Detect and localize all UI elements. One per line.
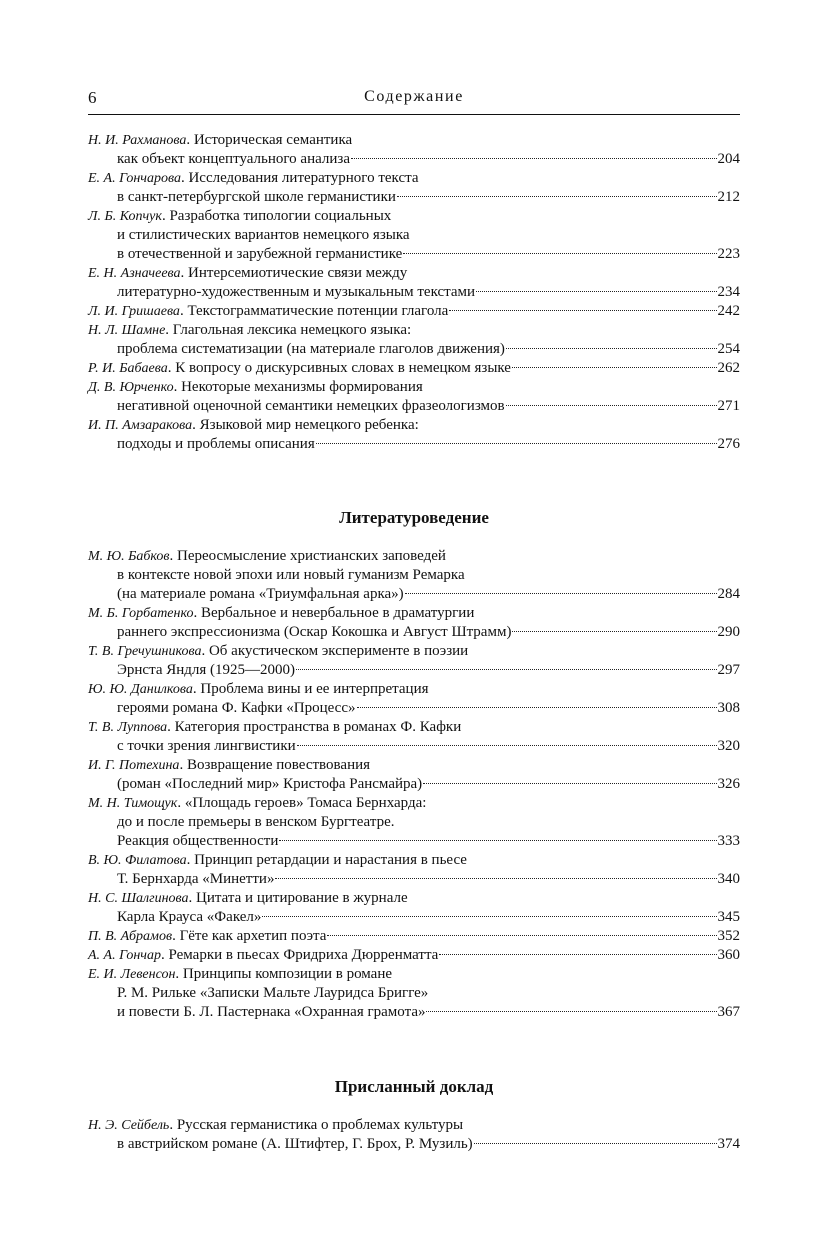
toc-entry-line: Е. И. Левенсон . Принципы композиции в романе <box>88 966 393 982</box>
toc-entry-line: Н. Л. Шамне . Глагольная лексика немецкого языка: <box>88 322 412 338</box>
toc-entry-line: М. Ю. Бабков . Переосмысление христианских заповедей <box>88 548 446 564</box>
toc-entry-line: Л. Б. Копчук . Разработка типологии социальных <box>88 208 392 224</box>
toc-author: Л. И. Гришаева <box>88 304 180 319</box>
toc-entry-line: Н. С. Шалгинова . Цитата и цитирование в журнале <box>88 890 408 906</box>
toc-author: Е. И. Левенсон <box>88 967 176 982</box>
toc-author: Н. Э. Сейбель <box>88 1118 170 1133</box>
toc-entry <box>88 264 740 302</box>
toc-entry <box>88 416 740 454</box>
toc-title-text: «Площадь героев» Томаса Бернхарда: <box>184 795 427 811</box>
toc-title-text: Реакция общественности <box>117 833 279 849</box>
toc-title-text: Историческая семантика <box>193 132 353 148</box>
toc-title-text: Текстограмматические потенции глагола <box>187 303 449 319</box>
toc-title-text: проблема систематизации (на материале глаголов движения) <box>117 341 505 357</box>
toc-entry <box>88 1116 740 1154</box>
toc-page-number: 352 <box>717 928 740 944</box>
toc-entry-line <box>88 1003 740 1022</box>
toc-page-number: 360 <box>717 947 740 963</box>
toc-page-number: 262 <box>717 360 740 376</box>
toc-author: Т. В. Гречушникова <box>88 644 202 659</box>
toc-entry-line <box>88 984 740 1003</box>
toc-entry-line: Р. И. Бабаева . К вопросу о дискурсивных словах в немецком языке 262 <box>88 360 740 376</box>
toc-title-text: Некоторые механизмы формирования <box>181 379 423 395</box>
toc-title-text: Эрнста Яндля (1925—2000) <box>117 662 296 678</box>
toc-title-text: Вербальное и невербальное в драматургии <box>201 605 475 621</box>
dot-leader <box>397 196 717 197</box>
toc-entry-line <box>88 908 740 927</box>
toc-title-text: в австрийском романе (А. Штифтер, Г. Брох, Р. Музиль) <box>117 1136 473 1152</box>
toc-entry <box>88 547 740 604</box>
toc-title-text: Карла Крауса «Факел» <box>117 909 262 925</box>
toc-entry-line <box>88 585 740 604</box>
dot-leader <box>403 253 716 254</box>
dot-leader <box>327 935 716 936</box>
section-heading-submitted-report: Присланный доклад <box>334 1077 494 1096</box>
toc-entry <box>88 680 740 718</box>
toc-entry-line <box>88 1135 740 1154</box>
toc-page-number: 308 <box>717 700 740 716</box>
toc-entry-line <box>88 283 740 302</box>
toc-entry-line: П. В. Абрамов . Гёте как архетип поэта 352 <box>88 928 740 944</box>
toc-author: Р. И. Бабаева <box>88 361 168 376</box>
dot-leader <box>275 878 716 879</box>
toc-title-text: с точки зрения лингвистики <box>117 738 296 754</box>
toc-entry-line <box>88 226 740 245</box>
toc-title-text: Цитата и цитирование в журнале <box>196 890 408 906</box>
toc-title-text: в отечественной и зарубежной германистике <box>117 246 403 262</box>
toc-author: Ю. Ю. Данилкова <box>88 682 193 697</box>
toc-title-text: Возвращение повествования <box>186 757 371 773</box>
toc-entry <box>88 359 740 378</box>
toc-page-number: 234 <box>717 284 740 300</box>
toc-page-number: 297 <box>717 662 740 678</box>
toc-entry-line <box>88 775 740 794</box>
dot-leader <box>316 443 717 444</box>
section-heading-literary-studies: Литературоведение <box>339 508 489 527</box>
toc-title-text: (роман «Последний мир» Кристофа Рансмайра) <box>117 776 423 792</box>
toc-title-text: раннего экспрессионизма (Оскар Кокошка и Август Штрамм) <box>117 624 512 640</box>
toc-section-literary-studies <box>88 547 740 1022</box>
toc-author: А. А. Гончар <box>88 948 161 963</box>
toc-author: Е. А. Гончарова <box>88 171 181 186</box>
toc-page-number: 276 <box>717 436 740 452</box>
toc-entry-line <box>88 245 740 264</box>
dot-leader <box>512 631 716 632</box>
dot-leader <box>296 669 716 670</box>
dot-leader <box>439 954 716 955</box>
dot-leader <box>476 291 716 292</box>
toc-entry <box>88 131 740 169</box>
toc-entry <box>88 794 740 851</box>
toc-title-text: Ремарки в пьесах Фридриха Дюрренматта <box>168 947 439 963</box>
toc-title-text: Глагольная лексика немецкого языка: <box>172 322 412 338</box>
toc-title-text: Интерсемиотические связи между <box>188 265 408 281</box>
toc-page-number: 367 <box>717 1004 740 1020</box>
toc-title-text: литературно-художественным и музыкальным текстами <box>117 284 476 300</box>
toc-entry <box>88 756 740 794</box>
toc-entry <box>88 207 740 264</box>
toc-entry-line <box>88 813 740 832</box>
toc-entry-line <box>88 737 740 756</box>
toc-author: Н. Л. Шамне <box>88 323 166 338</box>
toc-title-text: Переосмысление христианских заповедей <box>177 548 446 564</box>
running-title: Содержание <box>364 88 464 105</box>
toc-author: Е. Н. Азначеева <box>88 266 181 281</box>
toc-title-text: негативной оценочной семантики немецких фразеологизмов <box>117 398 505 414</box>
toc-entry-line <box>88 661 740 680</box>
toc-entry-line: Н. И. Рахманова . Историческая семантика <box>88 132 353 148</box>
toc-entry <box>88 927 740 946</box>
toc-author: В. Ю. Филатова <box>88 853 187 868</box>
toc-page-number: 374 <box>717 1136 740 1152</box>
toc-entry-line: Н. Э. Сейбель . Русская германистика о проблемах культуры <box>88 1117 464 1133</box>
toc-entry-line <box>88 150 740 169</box>
toc-author: И. Г. Потехина <box>88 758 180 773</box>
toc-entry-line: Ю. Ю. Данилкова . Проблема вины и ее интерпретация <box>88 681 429 697</box>
toc-title-text: Категория пространства в романах Ф. Кафки <box>174 719 462 735</box>
toc-page-number: 320 <box>717 738 740 754</box>
toc-page-number: 326 <box>717 776 740 792</box>
toc-title-text: Разработка типологии социальных <box>169 208 392 224</box>
toc-entry <box>88 604 740 642</box>
toc-entry-line: И. П. Амзаракова . Языковой мир немецкого ребенка: <box>88 417 419 433</box>
toc-entry <box>88 718 740 756</box>
page-number: 6 <box>88 88 97 107</box>
toc-page-number: 223 <box>717 246 740 262</box>
dot-leader <box>506 405 717 406</box>
toc-entry-line: Т. В. Гречушникова . Об акустическом эксперименте в поэзии <box>88 643 469 659</box>
toc-entry-line <box>88 397 740 416</box>
toc-entry <box>88 889 740 927</box>
toc-entry-line: А. А. Гончар . Ремарки в пьесах Фридриха Дюрренматта 360 <box>88 947 740 963</box>
toc-author: М. Н. Тимощук <box>88 796 178 811</box>
dot-leader <box>423 783 716 784</box>
toc-page-number: 204 <box>717 151 740 167</box>
toc-entry <box>88 302 740 321</box>
dot-leader <box>405 593 717 594</box>
toc-title-text: в контексте новой эпохи или новый гуманизм Ремарка <box>117 567 465 583</box>
toc-author: М. Б. Горбатенко <box>88 606 194 621</box>
toc-entry-line: Е. А. Гончарова . Исследования литературного текста <box>88 170 419 186</box>
toc-title-text: К вопросу о дискурсивных словах в немецком языке <box>175 360 511 376</box>
toc-author: Т. В. Луппова <box>88 720 168 735</box>
toc-entry-line <box>88 340 740 359</box>
dot-leader <box>474 1143 717 1144</box>
toc-entry <box>88 642 740 680</box>
toc-page-number: 242 <box>717 303 740 319</box>
toc-title-text: и повести Б. Л. Пастернака «Охранная грамота» <box>117 1004 426 1020</box>
toc-entry-line: И. Г. Потехина . Возвращение повествования <box>88 757 371 773</box>
toc-entry <box>88 378 740 416</box>
toc-title-text: в санкт-петербургской школе германистики <box>117 189 396 205</box>
toc-page-number: 333 <box>717 833 740 849</box>
toc-section-submitted-report <box>88 1116 740 1154</box>
toc-title-text: Р. М. Рильке «Записки Мальте Лауридса Бригге» <box>117 985 429 1001</box>
toc-section-linguistics <box>88 131 740 454</box>
toc-entry <box>88 965 740 1022</box>
running-header <box>88 84 740 115</box>
dot-leader <box>506 348 717 349</box>
toc-author: Н. С. Шалгинова <box>88 891 189 906</box>
toc-title-text: героями романа Ф. Кафки «Процесс» <box>117 700 356 716</box>
toc-title-text: Об акустическом эксперименте в поэзии <box>208 643 469 659</box>
toc-entry <box>88 169 740 207</box>
toc-title-text: Гёте как архетип поэта <box>179 928 327 944</box>
toc-entry-line <box>88 832 740 851</box>
toc-entry <box>88 851 740 889</box>
dot-leader <box>297 745 717 746</box>
toc-entry <box>88 321 740 359</box>
toc-title-text: Проблема вины и ее интерпретация <box>200 681 429 697</box>
toc-entry-line: Л. И. Гришаева . Текстограмматические потенции глагола 242 <box>88 303 740 319</box>
dot-leader <box>512 367 717 368</box>
toc-title-text: и стилистических вариантов немецкого языка <box>117 227 410 243</box>
toc-entry-line: Е. Н. Азначеева . Интерсемиотические связи между <box>88 265 408 281</box>
toc-title-text: подходы и проблемы описания <box>117 436 315 452</box>
toc-page-number: 254 <box>717 341 740 357</box>
toc-entry-line <box>88 435 740 454</box>
toc-title-text: (на материале романа «Триумфальная арка») <box>117 586 404 602</box>
toc-entry-line: Д. В. Юрченко . Некоторые механизмы формирования <box>88 379 423 395</box>
toc-entry-line: Т. В. Луппова . Категория пространства в романах Ф. Кафки <box>88 719 462 735</box>
toc-entry <box>88 946 740 965</box>
dot-leader <box>426 1011 716 1012</box>
toc-title-text: Т. Бернхарда «Минетти» <box>117 871 275 887</box>
toc-page-number: 345 <box>717 909 740 925</box>
toc-entry-line <box>88 566 740 585</box>
toc-author: П. В. Абрамов <box>88 929 173 944</box>
toc-title-text: до и после премьеры в венском Бургтеатре. <box>117 814 395 830</box>
toc-page-number: 271 <box>717 398 740 414</box>
toc-entry-line <box>88 870 740 889</box>
toc-page-number: 340 <box>717 871 740 887</box>
toc-entry-line <box>88 623 740 642</box>
toc-entry-line <box>88 699 740 718</box>
toc-title-text: Принцип ретардации и нарастания в пьесе <box>194 852 467 868</box>
toc-page-number: 284 <box>717 586 740 602</box>
toc-title-text: Принципы композиции в романе <box>182 966 393 982</box>
toc-author: Н. И. Рахманова <box>88 133 187 148</box>
toc-title-text: как объект концептуального анализа <box>117 151 350 167</box>
toc-author: И. П. Амзаракова <box>88 418 193 433</box>
toc-entry-line: В. Ю. Филатова . Принцип ретардации и нарастания в пьесе <box>88 852 467 868</box>
dot-leader <box>279 840 716 841</box>
toc-author: Д. В. Юрченко <box>88 380 174 395</box>
dot-leader <box>262 916 716 917</box>
toc-entry-line: М. Б. Горбатенко . Вербальное и невербальное в драматургии <box>88 605 475 621</box>
toc-author: М. Ю. Бабков <box>88 549 170 564</box>
toc-entry-line <box>88 188 740 207</box>
toc-page-number: 212 <box>717 189 740 205</box>
toc-title-text: Исследования литературного текста <box>188 170 419 186</box>
toc-title-text: Русская германистика о проблемах культуры <box>176 1117 464 1133</box>
toc-author: Л. Б. Копчук <box>88 209 162 224</box>
dot-leader <box>357 707 717 708</box>
dot-leader <box>351 158 717 159</box>
toc-entry-line: М. Н. Тимощук . «Площадь героев» Томаса Бернхарда: <box>88 795 427 811</box>
dot-leader <box>449 310 716 311</box>
toc-page-number: 290 <box>717 624 740 640</box>
toc-title-text: Языковой мир немецкого ребенка: <box>199 417 419 433</box>
